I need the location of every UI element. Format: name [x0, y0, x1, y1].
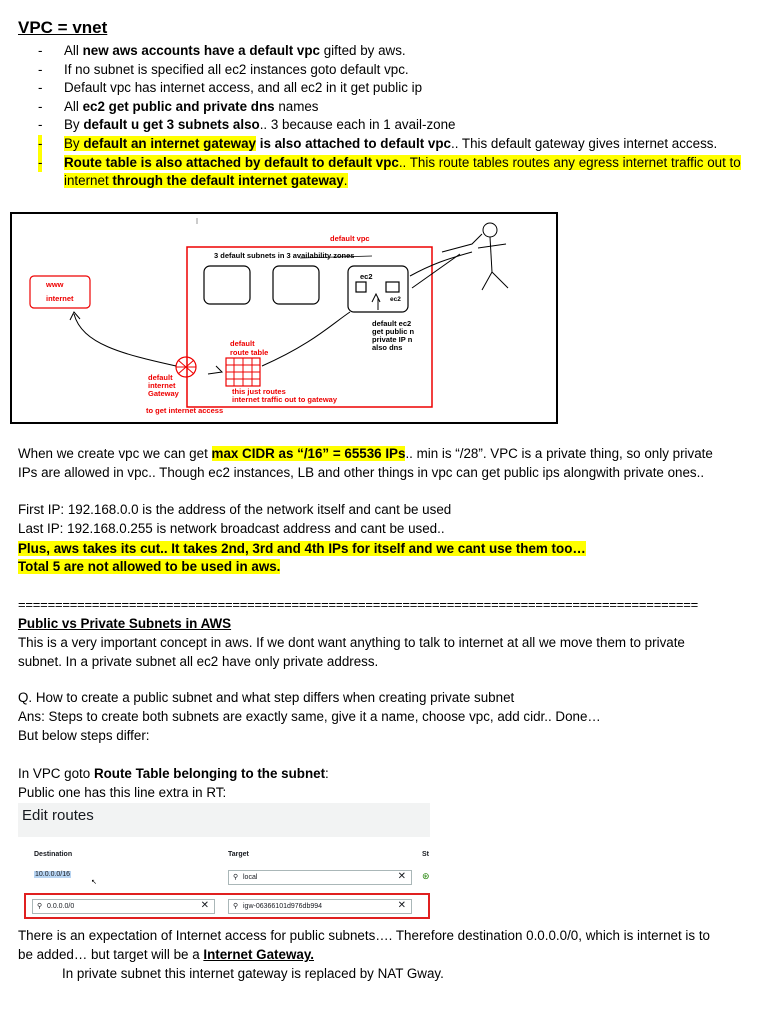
row2-destination-input[interactable] — [32, 899, 215, 914]
cidr-segment: When we create vpc we can get — [18, 446, 212, 461]
bullet-segment: .. This route tables routes any egress internet traffic out to internet — [64, 154, 741, 189]
expectation-line-1: There is an expectation of Internet access for public subnets…. Therefore destination 0.0.0.0/0, which is internet is to — [18, 928, 710, 943]
nat-line: In private subnet this internet gateway is replaced by NAT Gway. — [62, 966, 444, 981]
ec2-label: ec2 — [360, 272, 373, 281]
bullet-segment: By — [64, 117, 84, 133]
gateway-label-2: internet — [148, 381, 176, 390]
bullet-segment: All — [64, 43, 83, 58]
status-icon: ⊛ — [422, 871, 430, 881]
search-icon: ⚲ — [233, 874, 239, 881]
vpc-goto-segment: In VPC goto — [18, 766, 94, 781]
below-steps-line: But below steps differ: — [18, 728, 150, 743]
search-icon: ⚲ — [37, 903, 43, 910]
bullet-dash: - — [38, 98, 43, 114]
ec2-note-4: also dns — [372, 343, 403, 352]
bullet-item — [38, 116, 758, 135]
first-ip-line: First IP: 192.168.0.0 is the address of the network itself and cant be used — [18, 502, 452, 517]
clear-icon[interactable]: ✕ — [200, 900, 209, 911]
edit-routes-heading: Edit routes — [22, 807, 94, 824]
bullet-segment: If no subnet is specified all ec2 instances goto default vpc. — [64, 61, 409, 77]
bullet-segment: .. This default gateway gives internet access. — [450, 135, 718, 151]
expectation-line-2 — [18, 946, 314, 964]
cidr-segment: max CIDR as “/16” = 65536 IPs — [211, 446, 406, 461]
www-label: www — [46, 280, 64, 289]
expectation-segment: Internet Gateway. — [203, 947, 314, 962]
vpc-diagram — [10, 212, 558, 424]
route-table-label-2: route table — [230, 348, 269, 357]
row2-target-input[interactable] — [228, 899, 412, 914]
ec2-small-label: ec2 — [390, 296, 401, 303]
question-line: Q. How to create a public subnet and what step differs when creating private subnet — [18, 690, 515, 705]
row1-destination: 10.0.0.0/16 — [35, 871, 71, 878]
expectation-segment: be added… but target will be a — [18, 947, 204, 962]
routes-panel — [18, 837, 430, 921]
last-ip-line: Last IP: 192.168.0.255 is network broadcast address and cant be used.. — [18, 521, 445, 536]
gateway-label-3: Gateway — [148, 389, 179, 398]
bullet-segment: through the default internet gateway — [112, 173, 344, 189]
ec2-note-2: get public n — [372, 327, 415, 336]
bullet-item — [38, 98, 758, 117]
bullet-segment: Route table is also attached by default to default vpc — [64, 154, 399, 170]
bullet-dash: - — [38, 154, 42, 173]
row2-target-value: igw-06366101d976db994 — [243, 903, 323, 910]
ec2-note-1: default ec2 — [372, 319, 412, 328]
gateway-label-1: default — [148, 373, 173, 382]
row1-target-input[interactable] — [228, 870, 412, 885]
section-title: Public vs Private Subnets in AWS — [18, 616, 232, 631]
bullet-item — [38, 61, 758, 80]
row2-destination-value: 0.0.0.0/0 — [47, 903, 75, 910]
bullet-segment: Default vpc has internet access, and all ec2 in it get public ip — [64, 80, 423, 96]
total5-text: Total 5 are not allowed to be used in aws. — [18, 559, 281, 574]
default-vpc-label: default vpc — [330, 234, 370, 243]
bullet-segment: . — [343, 173, 348, 189]
row1-target-value: local — [243, 874, 258, 881]
bullet-segment: new aws accounts have a default vpc — [82, 43, 321, 58]
cursor-icon: ↖ — [91, 879, 97, 886]
bullet-segment: .. 3 because each in 1 avail-zone — [259, 117, 456, 133]
route-table-label-1: default — [230, 339, 255, 348]
bullet-segment: default u get 3 subnets also — [83, 117, 260, 133]
bullet-segment: ec2 get public and private dns — [82, 98, 275, 114]
vpc-goto-line — [18, 765, 329, 783]
ec2-note-3: private IP n — [372, 335, 413, 344]
target-column-header: Target — [228, 851, 249, 858]
bullet-dash: - — [38, 61, 43, 77]
destination-column-header: Destination — [34, 851, 73, 858]
bullet-segment: is also attached to default vpc — [256, 135, 451, 151]
bullet-item — [38, 135, 758, 154]
bullet-segment: By — [64, 135, 84, 151]
bullet-dash: - — [38, 43, 43, 58]
cidr-segment: .. min is “/28”. VPC is a private thing, so only private — [405, 446, 713, 461]
edit-routes-screenshot — [18, 803, 430, 921]
bullet-item — [38, 154, 758, 191]
total5-line — [18, 558, 280, 576]
internet-label: internet — [46, 294, 74, 303]
public-line: Public one has this line extra in RT: — [18, 785, 227, 800]
bullet-segment: gifted by aws. — [320, 43, 406, 58]
get-access-label: to get internet access — [146, 406, 224, 415]
bullet-dash: - — [38, 80, 43, 96]
routes-note-1: this just routes — [232, 387, 286, 396]
section-line-1: This is a very important concept in aws. If we dont want anything to talk to internet at all we move them to private — [18, 635, 685, 650]
section-line-2: subnet. In a private subnet all ec2 have only private address. — [18, 654, 379, 669]
bullet-segment: default an internet gateway — [83, 135, 256, 151]
subnets-label: 3 default subnets in 3 availability zones — [214, 251, 355, 260]
bullet-dash: - — [38, 135, 42, 154]
search-icon: ⚲ — [233, 903, 239, 910]
bullet-segment: All — [64, 98, 83, 114]
status-column-header: St — [422, 851, 429, 858]
bullet-segment: names — [274, 98, 319, 114]
bullet-item — [38, 42, 758, 61]
clear-icon[interactable]: ✕ — [397, 900, 406, 911]
vpc-goto-segment: : — [325, 766, 329, 781]
answer-line: Ans: Steps to create both subnets are exactly same, give it a name, choose vpc, add cidr.. Done… — [18, 709, 601, 724]
aws-cut-text: Plus, aws takes its cut.. It takes 2nd, 3rd and 4th IPs for itself and we cant use them too… — [18, 541, 586, 556]
bullet-list — [38, 42, 758, 191]
bullet-dash: - — [38, 117, 43, 133]
clear-icon[interactable]: ✕ — [397, 871, 406, 882]
cidr-line-2: IPs are allowed in vpc.. Though ec2 instances, LB and other things in vpc can get public ips alongwith private ones.. — [18, 465, 705, 480]
separator: ============================================================================================ — [18, 597, 699, 612]
page-title: VPC = vnet — [18, 18, 108, 37]
cidr-line-1 — [18, 445, 713, 463]
routes-note-2: internet traffic out to gateway — [232, 395, 338, 404]
bullet-item — [38, 79, 758, 98]
vpc-goto-segment: Route Table belonging to the subnet — [93, 766, 326, 781]
aws-cut-line — [18, 540, 586, 558]
